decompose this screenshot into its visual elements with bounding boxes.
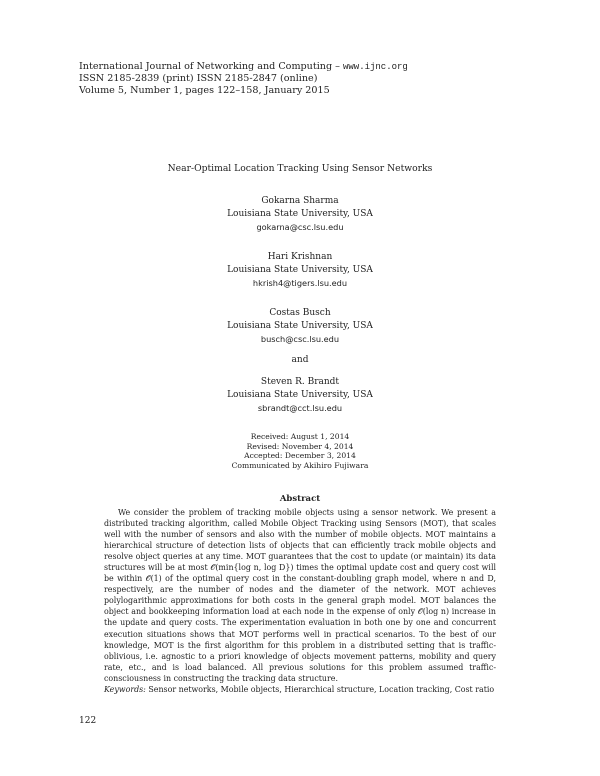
volume-line: Volume 5, Number 1, pages 122–158, January 2015: [79, 85, 330, 96]
author-name: Steven R. Brandt: [260, 377, 340, 387]
author-block: [0, 376, 600, 415]
journal-url-link[interactable]: www.ijnc.org: [343, 62, 408, 72]
journal-line: [79, 61, 408, 73]
submission-dates: [0, 432, 600, 471]
author-email-link[interactable]: gokarna@csc.lsu.edu: [256, 222, 344, 232]
abstract-body: We consider the problem of tracking mobile objects using a sensor network. We present a distributed tracking algorithm, called Mobile Object Tracking using Sensors (MOT), that scales well with the number of sensors and also with the number of mobile objects. MOT maintains a hierarchical structure of detection lists of objects that can efficiently track mobile objects and resolve object queries at any time. MOT guarantees that the cost to update (or maintain) its data structures will be at most 𝒪(min{log n, log D}) times the optimal update cost and query cost will be within 𝒪(1) of the optimal query cost in the constant-doubling graph model, where n and D, respectively, are the number of nodes and the diameter of the network. MOT achieves polylogarithmic approximations for both costs in the general graph model. MOT balances the object and bookkeeping information load at each node in the expense of only 𝒪(log n) increase in the update and query costs. The experimentation evaluation in both one by one and concurrent execution situations shows that MOT performs well in practical scenarios. To the best of our knowledge, MOT is the first algorithm for this problem in a distributed setting that is traffic-oblivious, i.e. agnostic to a priori knowledge of objects movement patterns, mobility and query rate, etc., and is load balanced. All previous solutions for this problem assumed traffic-consciousness in constructing the tracking data structure.: [104, 508, 496, 683]
author-block: [0, 251, 600, 290]
author-affiliation: Louisiana State University, USA: [227, 390, 373, 400]
author-affiliation: Louisiana State University, USA: [227, 209, 373, 219]
keywords-line: [104, 685, 504, 694]
author-name: Hari Krishnan: [267, 252, 333, 262]
accepted-date: Accepted: December 3, 2014: [244, 451, 356, 461]
author-email-link[interactable]: sbrandt@cct.lsu.edu: [257, 403, 343, 413]
communicated-by: Communicated by Akihiro Fujiwara: [231, 461, 369, 471]
and-separator: and: [291, 355, 309, 365]
author-name: Costas Busch: [269, 308, 331, 318]
keywords-label: Keywords:: [104, 685, 146, 694]
author-name: Gokarna Sharma: [261, 196, 339, 206]
author-affiliation: Louisiana State University, USA: [227, 321, 373, 331]
keywords-list: Sensor networks, Mobile objects, Hierarchical structure, Location tracking, Cost ratio: [148, 685, 495, 694]
received-date: Received: August 1, 2014: [250, 432, 350, 441]
author-affiliation: Louisiana State University, USA: [227, 265, 373, 275]
revised-date: Revised: November 4, 2014: [246, 441, 354, 451]
issn-line: ISSN 2185-2839 (print) ISSN 2185-2847 (online): [79, 73, 318, 84]
paper-title: Near-Optimal Location Tracking Using Sensor Networks: [167, 163, 433, 174]
author-block: [0, 195, 600, 234]
author-email-link[interactable]: hkrish4@tigers.lsu.edu: [252, 278, 348, 288]
page-number: 122: [79, 716, 97, 726]
abstract-heading: Abstract: [279, 494, 321, 504]
journal-name: International Journal of Networking and Computing –: [79, 61, 343, 72]
author-block: [0, 307, 600, 346]
author-email-link[interactable]: busch@csc.lsu.edu: [260, 334, 340, 344]
